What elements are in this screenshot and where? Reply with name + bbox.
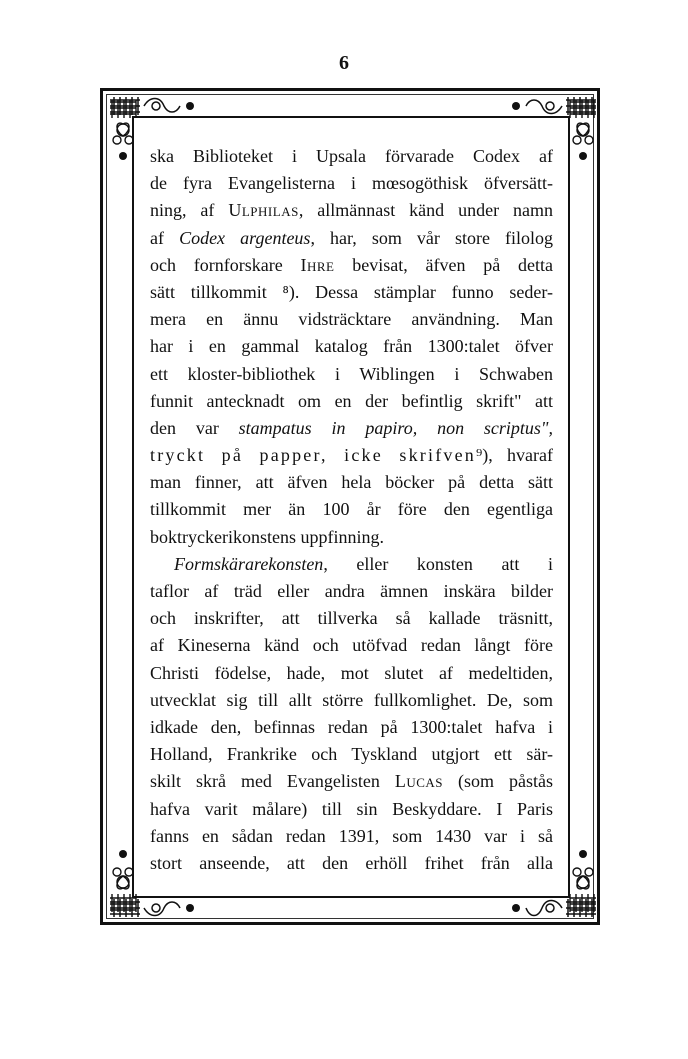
text-line: har i en gammal katalog från 1300:talet öfver [150,336,553,357]
text-line: mera en ännu vidsträcktare användning. Man [150,309,553,330]
scroll-flourish-icon [505,896,600,922]
text-line: ning, af Ulphilas, allmännast känd under namn [150,200,553,221]
author-name: Lucas [394,771,444,792]
text-line: skilt skrå med Evangelisten Lucas (som påstås [150,771,553,792]
text-line: tillkommit mer än 100 år före den egentliga [150,499,553,520]
text-line: idkade den, befinnas redan på 1300:talet hafva i [150,716,553,737]
text-line: utvecklat sig till allt större fullkomlighet. De, som [150,689,553,710]
text-line: ska Biblioteket i Upsala förvarade Codex af [150,146,553,166]
text-line: de fyra Evangelisterna i mœsogöthisk öfversätt- [150,173,553,194]
scroll-flourish-icon [505,94,600,120]
scroll-flourish-icon [106,94,201,120]
text-line: stort anseende, att den erhöll frihet från alla [150,852,553,873]
body-text [150,143,553,877]
scroll-flourish-icon [106,896,201,922]
text-line: Formskärarekonsten, eller konsten att i [174,553,553,574]
text-line: Christi födelse, hade, mot slutet af medeltiden, [150,662,553,683]
text-line: hafva varit målare) till sin Beskyddare. I Paris [150,798,553,819]
author-name: Ulphilas [228,200,299,221]
text-line: fanns en sådan redan 1391, som 1430 var i så [150,825,553,846]
text-line: den var stampatus in papiro, non scriptus", [150,417,553,438]
text-line: funnit antecknadt om en der befintlig skrift" att [150,390,553,411]
author-name: Ihre [300,254,335,275]
text-line: Holland, Frankrike och Tyskland utgjort ett sär- [150,744,553,765]
text-line: taflor af träd eller andra ämnen inskära bilder [150,581,553,601]
text-line: och fornforskare Ihre bevisat, äfven på detta [150,254,553,275]
spaced-phrase: tryckt på papper, icke skrifven [150,445,476,466]
text-line: sätt tillkommit ⁸). Dessa stämplar funno seder- [150,281,553,302]
latin-quote: stampatus in papiro, non scriptus", [238,417,553,438]
italic-title: Codex argenteus [179,227,311,248]
text-line: ett kloster-bibliothek i Wiblingen i Schwaben [150,363,553,384]
italic-term: Formskärarekonsten [174,553,324,574]
text-line: man finner, att äfven hela böcker på detta sätt [150,472,553,493]
text-line: af Codex argenteus, har, som vår store filolog [150,227,553,248]
text-line: tryckt på papper, icke skrifven⁹), hvaraf [150,445,553,466]
text-line: boktryckerikonstens uppfinning. [150,526,384,547]
text-line: af Kineserna känd och utöfvad redan långt före [150,635,553,656]
page-number: 6 [339,52,349,74]
text-line: och inskrifter, att tillverka så kallade träsnitt, [150,608,553,629]
